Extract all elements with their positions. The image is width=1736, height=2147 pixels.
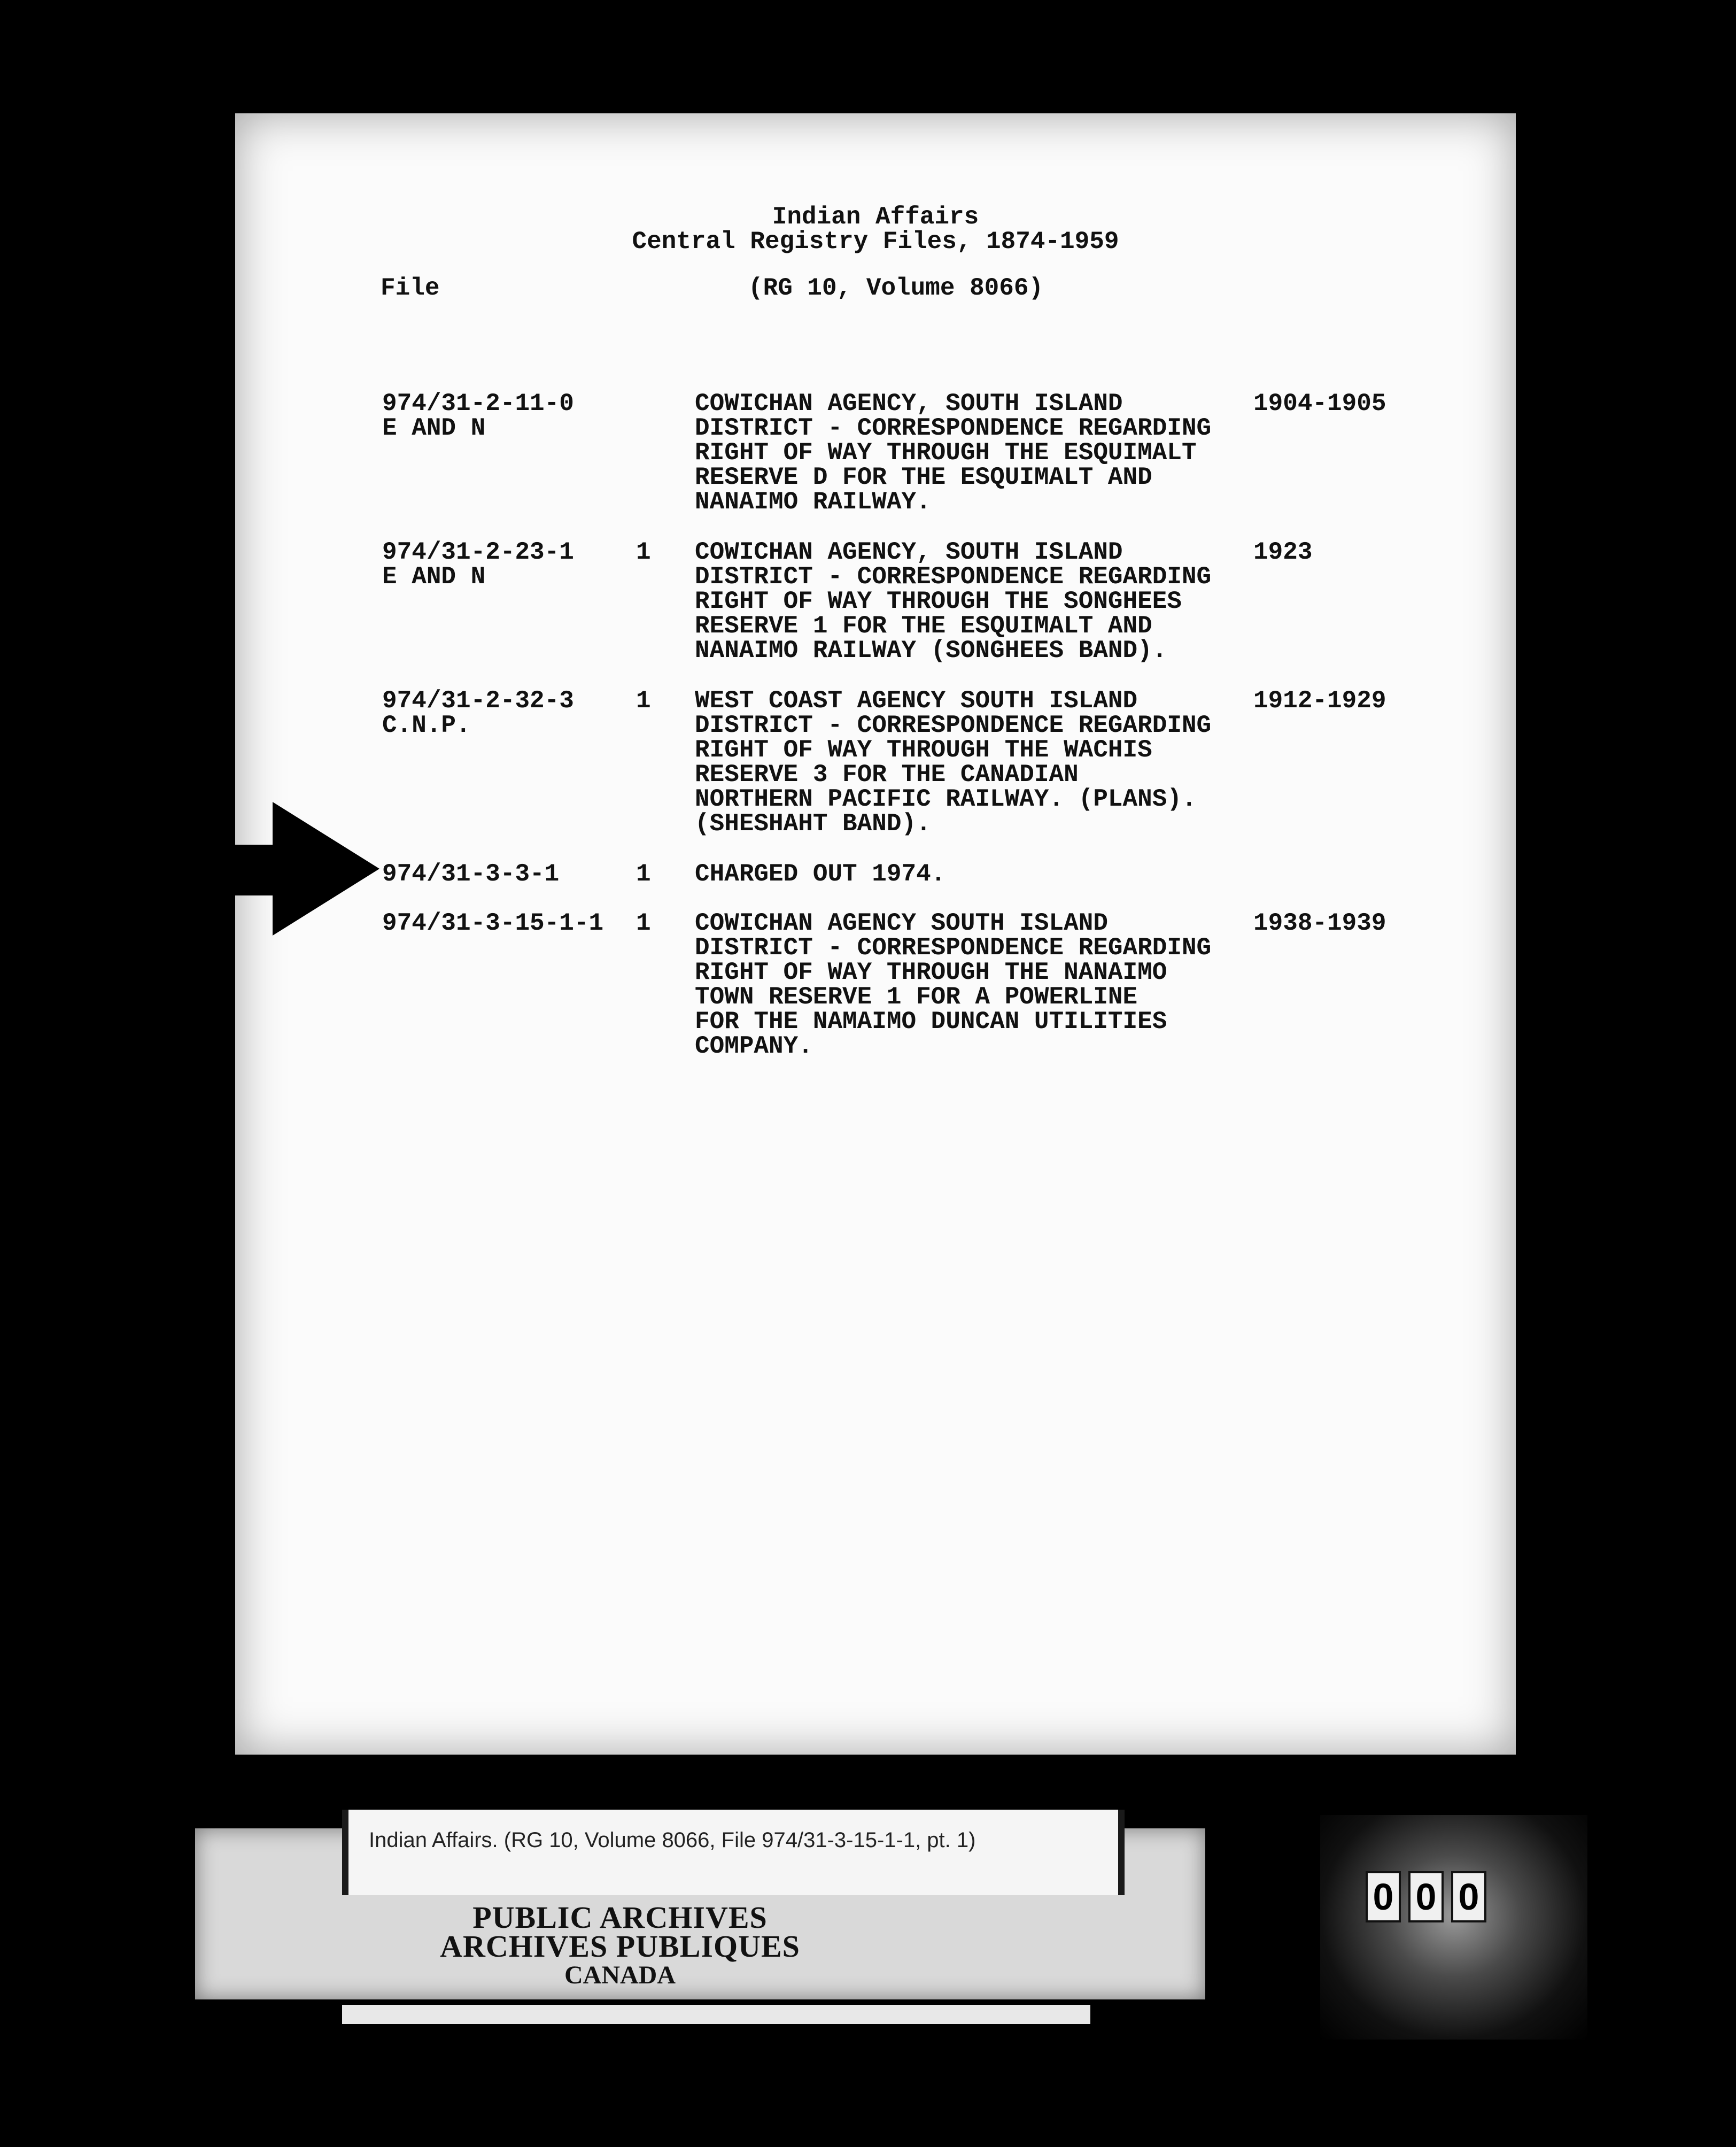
document-subtitle: Central Registry Files, 1874-1959 xyxy=(632,228,1119,256)
document-title: Indian Affairs xyxy=(772,203,979,231)
entry-description: COWICHAN AGENCY, SOUTH ISLAND DISTRICT - CORRESPONDENCE REGARDING RIGHT OF WAY THROUGH THE SONGHEES RESERVE 1 FOR THE ESQUIMALT AND NANAIMO RAILWAY (SONGHEES BAND). xyxy=(695,538,1212,665)
counter-digit: 0 xyxy=(1366,1871,1401,1922)
entry-dates: 1904-1905 xyxy=(1253,390,1386,418)
frame-counter xyxy=(1366,1871,1486,1922)
entry-volume-part: 1 xyxy=(636,909,651,937)
entry-file-number: 974/31-2-32-3 C.N.P. xyxy=(382,687,574,739)
counter-digit: 0 xyxy=(1408,1871,1444,1922)
archive-reference: Indian Affairs. (RG 10, Volume 8066, File 974/31-3-15-1-1, pt. 1) xyxy=(369,1828,976,1852)
entry-dates: 1912-1929 xyxy=(1253,687,1386,715)
entry-volume-part: 1 xyxy=(636,687,651,715)
entry-volume-part: 1 xyxy=(636,538,651,566)
volume-heading: (RG 10, Volume 8066) xyxy=(748,274,1044,302)
entry-description: WEST COAST AGENCY SOUTH ISLAND DISTRICT - CORRESPONDENCE REGARDING RIGHT OF WAY THROUGH THE WACHIS RESERVE 3 FOR THE CANADIAN NORTHERN PACIFIC RAILWAY. (PLANS). (SHESHAHT BAND). xyxy=(695,687,1212,838)
entry-file-number: 974/31-2-11-0 E AND N xyxy=(382,390,574,442)
archive-label-tab xyxy=(342,1810,1125,1895)
entry-file-number: 974/31-3-15-1-1 xyxy=(382,909,604,937)
archives-name-english: PUBLIC ARCHIVES xyxy=(472,1900,768,1935)
document-page xyxy=(235,113,1516,1755)
entry-dates: 1938-1939 xyxy=(1253,909,1386,937)
file-column-heading: File xyxy=(381,274,440,302)
entry-description: COWICHAN AGENCY, SOUTH ISLAND DISTRICT - CORRESPONDENCE REGARDING RIGHT OF WAY THROUGH THE ESQUIMALT RESERVE D FOR THE ESQUIMALT AND NANAIMO RAILWAY. xyxy=(695,390,1212,516)
archives-stamp xyxy=(342,1900,898,1990)
counter-digit: 0 xyxy=(1451,1871,1486,1922)
entry-file-number: 974/31-2-23-1 E AND N xyxy=(382,538,574,591)
entry-file-number: 974/31-3-3-1 xyxy=(382,860,560,888)
entry-dates: 1923 xyxy=(1253,538,1313,566)
film-reel-counter-area xyxy=(1320,1815,1587,2040)
archives-name-french: ARCHIVES PUBLIQUES xyxy=(440,1929,800,1964)
label-stripe xyxy=(342,2005,1090,2024)
archives-country: CANADA xyxy=(564,1961,676,1989)
entry-description: COWICHAN AGENCY SOUTH ISLAND DISTRICT - CORRESPONDENCE REGARDING RIGHT OF WAY THROUGH THE NANAIMO TOWN RESERVE 1 FOR A POWERLINE FOR THE NAMAIMO DUNCAN UTILITIES COMPANY. xyxy=(695,909,1212,1060)
entry-description: CHARGED OUT 1974. xyxy=(695,860,946,888)
entry-volume-part: 1 xyxy=(636,860,651,888)
